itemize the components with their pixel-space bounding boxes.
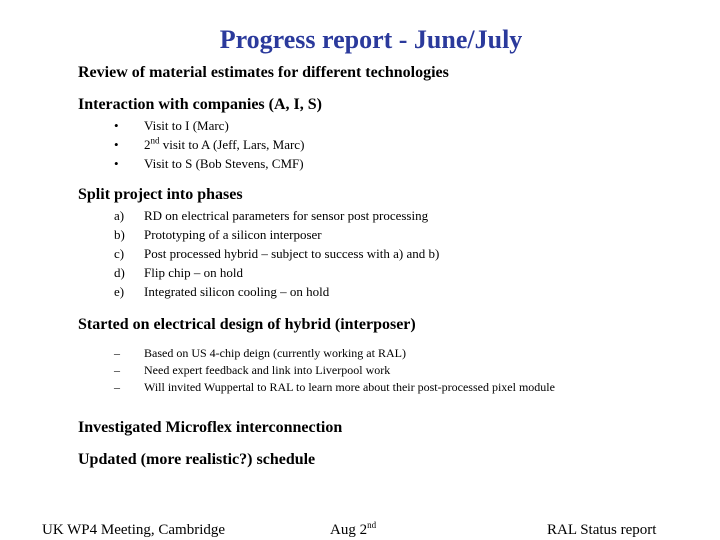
phase-marker: e)	[114, 284, 125, 299]
footer-meeting: UK WP4 Meeting, Cambridge	[42, 522, 226, 538]
company-visit-list	[114, 116, 304, 173]
phase-text: Post processed hybrid – subject to success with a) and b)	[144, 246, 440, 261]
visit-a-ordinal: nd	[150, 135, 160, 146]
phase-text: Integrated silicon cooling – on hold	[144, 284, 330, 299]
slide-title: Progress report - June/July	[219, 25, 523, 54]
design-note-text: Based on US 4-chip deign (currently working at RAL)	[144, 346, 406, 360]
list-item	[114, 225, 439, 244]
dash-icon: –	[114, 346, 120, 360]
list-item	[114, 282, 439, 301]
phase-list	[114, 206, 439, 301]
design-note-text: Need expert feedback and link into Liverpool work	[144, 363, 391, 377]
bullet-icon: •	[114, 137, 119, 152]
visit-i-text: Visit to I (Marc)	[144, 118, 229, 133]
list-item	[114, 379, 555, 396]
list-item	[114, 154, 304, 173]
phase-marker: c)	[114, 246, 125, 261]
phase-text: Prototyping of a silicon interposer	[144, 227, 322, 242]
list-item	[114, 345, 555, 362]
footer-date-ordinal: nd	[367, 520, 377, 530]
list-item	[114, 362, 555, 379]
phase-marker: d)	[114, 265, 125, 280]
design-note-list	[114, 345, 555, 396]
phase-marker: b)	[114, 227, 125, 242]
footer-date-text: Aug 2	[330, 522, 368, 538]
visit-a-number: 2	[144, 137, 151, 152]
design-note-text: Will invited Wuppertal to RAL to learn more about their post-processed pixel module	[144, 380, 555, 394]
section-material-estimates: Review of material estimates for different technologies	[78, 64, 449, 81]
list-item	[114, 206, 439, 225]
section-company-interaction: Interaction with companies (A, I, S)	[78, 96, 322, 113]
section-schedule: Updated (more realistic?) schedule	[78, 451, 316, 468]
footer-date	[330, 520, 376, 540]
bullet-icon: •	[114, 118, 119, 133]
section-project-phases: Split project into phases	[78, 186, 243, 203]
list-item	[114, 116, 304, 135]
list-item	[114, 263, 439, 282]
dash-icon: –	[114, 363, 120, 377]
dash-icon: –	[114, 380, 120, 394]
phase-text: RD on electrical parameters for sensor post processing	[144, 208, 429, 223]
footer-report-name: RAL Status report	[547, 522, 657, 538]
list-item	[114, 244, 439, 263]
list-item	[114, 135, 304, 154]
section-hybrid-design: Started on electrical design of hybrid (interposer)	[78, 316, 416, 333]
visit-a-text: visit to A (Jeff, Lars, Marc)	[159, 137, 305, 152]
section-microflex: Investigated Microflex interconnection	[78, 419, 343, 436]
bullet-icon: •	[114, 156, 119, 171]
phase-text: Flip chip – on hold	[144, 265, 243, 280]
phase-marker: a)	[114, 208, 125, 223]
visit-s-text: Visit to S (Bob Stevens, CMF)	[144, 156, 304, 171]
